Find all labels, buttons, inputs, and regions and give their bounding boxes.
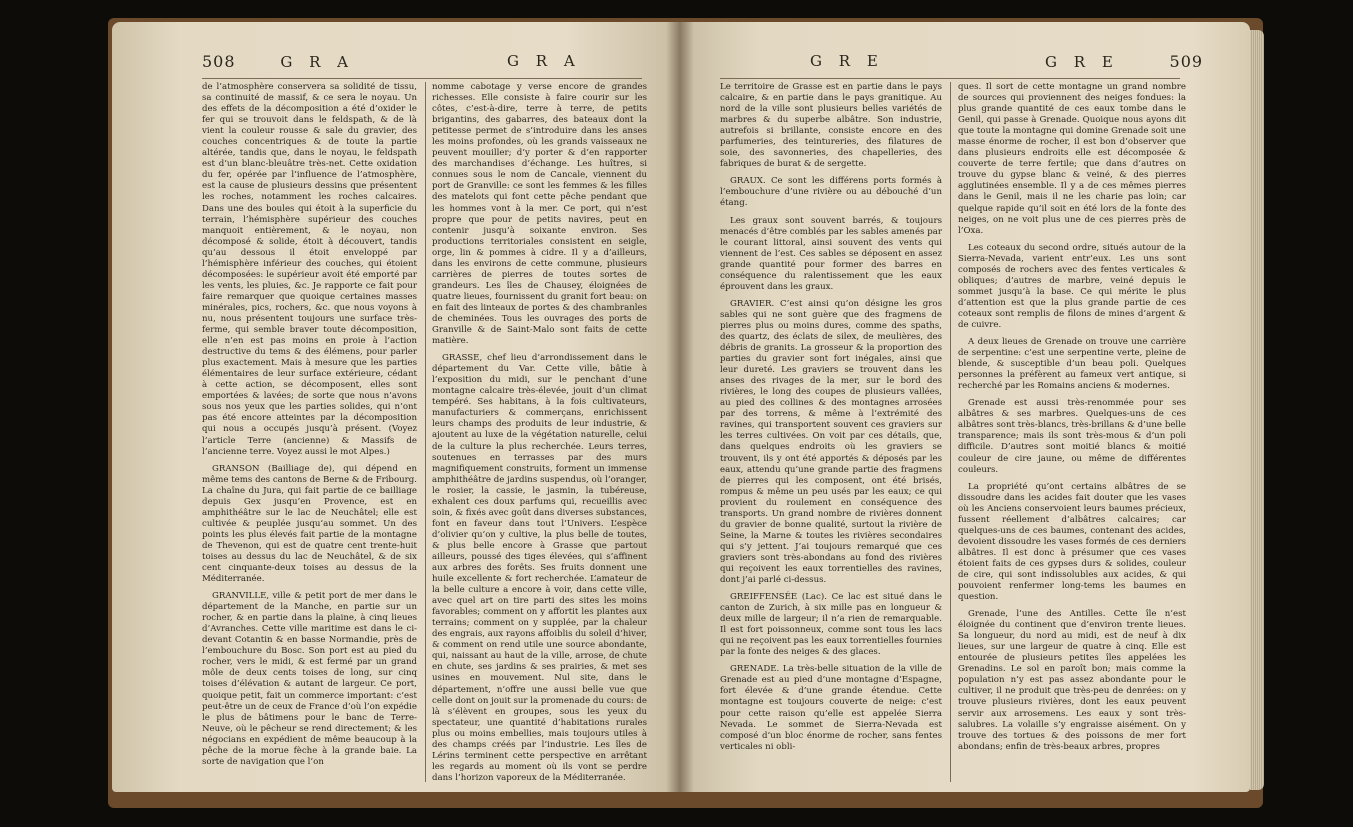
right-page (680, 22, 1250, 792)
right-header-word-1: G R E (810, 52, 884, 70)
header-rule (720, 78, 1180, 79)
right-column-1 (720, 82, 942, 782)
paragraph: La propriété qu’ont certains albâtres de se dissoudre dans les acides fait douter que les vases où les Anciens conservoient leurs baumes précieux, fussent réellement d’albâtres calcaires; car quelques-uns de ces baumes, contenant des acides, devoient dissoudre les vases formés de ces derniers albâtres. Il est donc à présumer que ces vases étoient faits de ces gypses durs & solides, couleur de cire, qui sont indissolubles aux acides, & qui pouvoient renfermer long-tems les baumes en question. (958, 481, 1186, 603)
entry-grenade: GRENADE. La très-belle situation de la ville de Grenade est au pied d’une montagne d’Espagne, fort élevée & d’une grande étendue. Cette montagne est toujours couverte de neige: c’est pour cette raison qu’elle est appelée Sierra Nevada. Le sommet de Sierra-Nevada est composé d’un bloc énorme de rocher, sans fentes verticales ni obli- (720, 664, 942, 752)
paragraph: A deux lieues de Grenade on trouve une carrière de serpentine: c’est une serpentine verte, pleine de blende, & susceptible d’un beau poli. Quelques personnes la préfèrent au fameux vert antique, si recherché par les Romains anciens & modernes. (958, 337, 1186, 392)
entry-grenade-antilles: Grenade, l’une des Antilles. Cette île n’est éloignée du continent que d’environ trente lieues. Sa longueur, du nord au midi, est de neuf à dix lieues, sur une largeur de quatre à cinq. Elle est entourée de plusieurs petites îles appelées les Grenadins. Le sol en paroît bon; mais comme la population n’y est pas assez abondante pour le cultiver, il ne produit que très-peu de denrées: on y trouve plusieurs rivières, dont les eaux peuvent servir aux arrosemens. Les eaux y sont très-salubres. La volaille s’y engraisse aisément. On y trouve des tortues & des poissons de mer fort abondans; enfin de très-beaux arbres, propres (958, 609, 1186, 752)
right-page-number: 509 (1169, 52, 1204, 71)
paragraph: ques. Il sort de cette montagne un grand nombre de sources qui proviennent des neiges fondues: la plus grande quantité de ces eaux tombe dans le Genil, qui passe à Grenade. Quoique nous ayons dit que toute la montagne qui domine Grenade soit une masse énorme de rocher, il est bon d’observer que dans plusieurs endroits elle est décomposée & couverte de terre fertile; que dans d’autres on trouve du gypse blanc & veiné, & des pierres agglutinées ensemble. Il y a de ces mêmes pierres dans le Genil, mais il ne les charie pas loin; car quelque rapide qu’il soit en été lors de la fonte des neiges, on ne voit plus une de ces pierres près de l’Oxa. (958, 82, 1186, 236)
left-column-2 (432, 82, 647, 782)
paragraph: de l’atmosphère conservera sa solidité de tissu, sa continuité de massif, & ce sera le noyau. Un des effets de la décomposition a été d’oxider le fer qui se trouvoit dans le feldspath, & de là vient la couleur rousse & sale du gravier, des couches concentriques & de toute la partie altérée, tandis que, dans le noyau, le feldspath est d’un blanc-bleuâtre très-net. Cette oxidation du fer, opérée par l’influence de l’atmosphère, est la cause de plusieurs dessins que présentent les roches, notamment les roches calcaires. Dans une des boules qui étoit à la superficie du terrain, l’hémisphère supérieur des couches manquoit entièrement, & le noyau, non décomposé & solide, étoit à découvert, tandis qu’au dessous il étoit enveloppé par l’hémisphère inférieur des couches, qui étoient décomposées: le supérieur avoit été emporté par les vents, les pluies, &c. Je rapporte ce fait pour faire remarquer que quoique certaines masses minérales, pics, rochers, &c. que nous voyons à nu, nous présentent toujours une surface très-ferme, qui semble braver toute décomposition, elle n’en est pas moins en proie à l’action destructive du tems & des élémens, pour parler plus exactement. Mais à mesure que les parties élémentaires de leur surface extérieure, cédant à cette action, se décomposent, elles sont emportées & lavées; de sorte que nous n’avons sous nos yeux que les parties solides, qui n’ont pas été encore atteintes par la décomposition qui nous a occupés jusqu’à présent. (Voyez l’article Terre (ancienne) & Massifs de l’ancienne terre. Voyez aussi le mot Alpes.) (202, 82, 417, 457)
entry-granville: GRANVILLE, ville & petit port de mer dans le département de la Manche, en partie sur un rocher, & en partie dans la plaine, à cinq lieues d’Avranches. Cette ville maritime est dans le ci-devant Cotantin & en basse Normandie, près de l’embouchure du Bosc. Son port est au pied du rocher, vers le midi, & est fermé par un grand môle de deux cents toises de long, sur cinq toises d’élévation & autant de largeur. Ce port, quoique petit, fait un commerce important: c’est peut-être un de ceux de France d’où l’on expédie le plus de bâtimens pour le banc de Terre-Neuve, où le pêcheur se rend directement; & les négocians en expédient de même beaucoup à la pêche de la morue fèche à la grande baie. La sorte de navigation que l’on (202, 591, 417, 767)
column-rule (425, 82, 426, 782)
left-header-word-2: G R A (507, 52, 581, 70)
right-column-2 (958, 82, 1186, 782)
paragraph: Le territoire de Grasse est en partie dans le pays calcaire, & en partie dans le pays granitique. Au nord de la ville sont plusieurs belles variétés de marbres & du superbe albâtre. Son industrie, autrefois si brillante, consiste encore en des parfumeries, des teintureries, des filatures de soie, des savonneries, des chapelleries, des fabriques de burat & de sergette. (720, 82, 942, 170)
left-page (112, 22, 680, 792)
entry-grasse: GRASSE, chef lieu d’arrondissement dans le département du Var. Cette ville, bâtie à l’exposition du midi, sur le penchant d’une montagne calcaire très-élevée, jouit d’un climat tempéré. Ses habitans, à la fois cultivateurs, manufacturiers & commerçans, enrichissent leurs champs des produits de leur industrie, & ajoutent au luxe de la végétation naturelle, celui de la culture la plus recherchée. Leurs terres, soutenues en terrasses par des murs magnifiquement construits, forment un immense amphithéâtre de jardins suspendus, où l’oranger, le rosier, la cassie, le jasmin, la tubéreuse, exhalent ces doux parfums qui, recueillis avec soin, & fixés avec goût dans diverses substances, font en faveur dans tout l’Univers. L’espèce d’olivier qu’on y cultive, la plus belle de toutes, & plus belle encore à Grasse que partout ailleurs, poussé des tiges élevées, qui s’affinent aux arbres des forêts. Ses fruits donnent une huile excellente & fort recherchée. L’amateur de la belle culture a encore à voir, dans cette ville, avec quel art on tire parti des sites les moins favorables; comment on y affortit les plantes aux terrains; comment on y supplée, par la chaleur des engrais, aux rayons affoiblis du soleil d’hiver, & comment on rend utile une source abondante, qui, naissant au haut de la ville, arrose, de chute en chute, ses jardins & ses prairies, & met ses usines en mouvement. Nul site, dans le département, n’offre une aussi belle vue que celle dont on jouit sur la promenade du cours: de là s’élèvent en groupes, sous les yeux du spectateur, une quantité d’habitations rurales plus ou moins embellies, mais toujours utiles à des champs créés par l’industrie. Les îles de Lérins terminent cette perspective en arrêtant les regards au moment où ils vont se perdre dans l’horizon vaporeux de la Méditerranée. (432, 353, 647, 782)
page-edges (1250, 30, 1264, 790)
paragraph: nomme cabotage y verse encore de grandes richesses. Elle consiste à faire courir sur les côtes, c’est-à-dire, terre à terre, de petits brigantins, des gabarres, des bateaux dont la petitesse permet de s’introduire dans les anses les moins profondes, où les grands vaisseaux ne peuvent mouiller; d’y porter & d’en rapporter des marchandises d’échange. Les huîtres, si connues sous le nom de Cancale, viennent du port de Granville: ce sont les femmes & les filles des matelots qui font cette pêche pendant que les hommes vont à la mer. Ce port, qui n’est propre que pour de petits navires, peut en contenir jusqu’à soixante environ. Ses productions territoriales consistent en seigle, orge, lin & pommes à cidre. Il y a d’ailleurs, dans les environs de cette commune, plusieurs carrières de pierres de toutes sortes de grandeurs. Les îles de Chausey, éloignées de quatre lieues, fournissent du granit fort beau: on en fait des linteaux de portes & des chambranles de cheminées. Tous les ouvrages des ports de Granville & de Saint-Malo sont faits de cette matière. (432, 82, 647, 347)
paragraph: Grenade est aussi très-renommée pour ses albâtres & ses marbres. Quelques-uns de ces albâtres sont très-blancs, très-brillans & d’une belle transparence; mais ils sont très-mous & d’un poli difficile. D’autres sont moitié blancs & moitié couleur de cire jaune, ou même de différentes couleurs. (958, 398, 1186, 475)
paragraph: Les graux sont souvent barrés, & toujours menacés d’être comblés par les sables amenés par le courant littoral, ainsi souvent des vents qui viennent de l’est. Ces sables se déposent en assez grande quantité pour former des barres en conséquence du ralentissement que les eaux éprouvent dans les graux. (720, 215, 942, 292)
left-page-header (202, 52, 354, 71)
left-header-word-1: G R A (280, 53, 354, 71)
left-page-number: 508 (202, 52, 236, 71)
header-rule (202, 78, 642, 79)
entry-granson: GRANSON (Bailliage de), qui dépend en même tems des cantons de Berne & de Fribourg. La chaîne du Jura, qui fait partie de ce bailliage depuis Gex jusqu’en Provence, est en amphithéâtre sur le lac de Neuchâtel; elle est cultivée & peuplée jusqu’au sommet. Un des points les plus élevés fait partie de la montagne de Thevenon, qui est de quatre cent trente-huit toises au dessus du lac de Neuchâtel, & de six cent cinquante-deux toises au dessus de la Méditerranée. (202, 463, 417, 585)
paragraph: Les coteaux du second ordre, situés autour de la Sierra-Nevada, varient entr’eux. Les uns sont composés de rochers avec des fentes verticales & obliques; d’autres de marbre, veiné depuis le sommet jusqu’à la base. Ce qui mérite le plus d’attention est que la plus grande partie de ces coteaux sont remplis de filons de mines d’argent & de cuivre. (958, 242, 1186, 330)
entry-graux: GRAUX. Ce sont les différens ports formés à l’embouchure d’une rivière ou au débouché d’un étang. (720, 176, 942, 209)
column-rule (950, 82, 951, 782)
entry-gravier: GRAVIER. C’est ainsi qu’on désigne les gros sables qui ne sont guère que des fragmens de pierres plus ou moins dures, comme des spaths, des quartz, des éclats de silex, de meulières, des débris de granits. La grosseur & la proportion des parties du gravier sont fort inégales, ainsi que leur dureté. Les graviers se trouvent dans les anses des rivages de la mer, sur le bord des rivières, le long des coupes de plusieurs vallées, au pied des collines & des montagnes arrosées par des torrens, & même à l’extrémité des ravines, qui transportent souvent ces graviers sur les terres cultivées. On voit par ces détails, que, dans quelques endroits où les graviers se trouvent, ils y ont été apportés & déposés par les eaux, attendu qu’une grande partie des fragmens de pierres qui les composent, ont été brisés, rompus & même un peu usés par les eaux; ce qui provient du roulement en conséquence des transports. Un grand nombre de rivières donnent du gravier de bonne qualité, surtout la rivière de Seine, la Marne & toutes les rivières secondaires qui s’y jettent. J’ai toujours remarqué que ces graviers sont très-abondans au fond des rivières qui reçoivent les eaux torrentielles des ravines, dont j’ai parlé ci-dessus. (720, 298, 942, 586)
right-header-word-2: G R E (1045, 53, 1119, 71)
entry-greiffensee: GREIFFENSÉE (Lac). Ce lac est situé dans le canton de Zurich, à six mille pas en longueur & deux mille de largeur; il n’a rien de remarquable. Il est fort poissonneux, comme sont tous les lacs qui ne reçoivent pas les eaux torrentielles fournies par la fonte des neiges & des glaces. (720, 592, 942, 658)
right-page-header (1045, 52, 1203, 71)
book-gutter (666, 22, 694, 792)
left-column-1 (202, 82, 417, 782)
